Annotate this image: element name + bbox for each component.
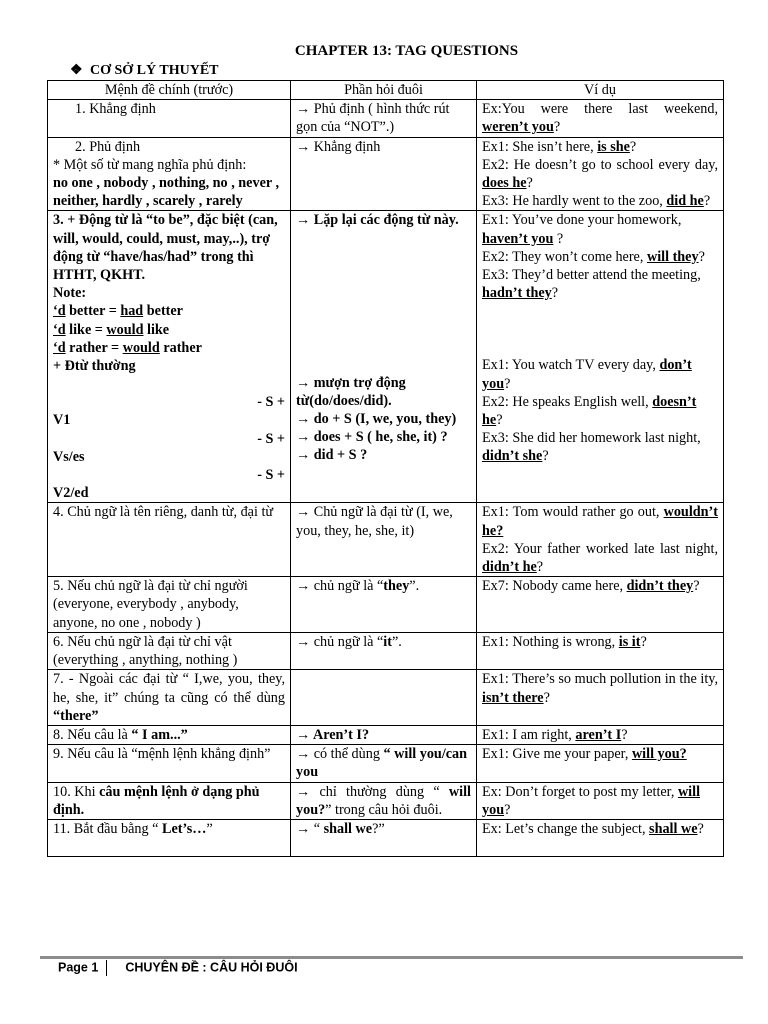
table-row xyxy=(48,670,724,726)
tag-cell: → Chủ ngữ là đại từ (I, we, you, they, he, she, it) xyxy=(291,503,477,577)
rule-cell: 8. Nếu câu là “ I am...” xyxy=(48,725,291,744)
tag-cell: → có thể dùng “ will you/can you xyxy=(291,745,477,782)
example-cell: Ex1: I am right, aren’t I? xyxy=(477,725,724,744)
chapter-title: CHAPTER 13: TAG QUESTIONS xyxy=(294,43,519,59)
table-row xyxy=(48,503,724,577)
table-row xyxy=(48,211,724,503)
example-cell: Ex7: Nobody came here, didn’t they? xyxy=(477,577,724,633)
table-row xyxy=(48,137,724,211)
tag-cell: → Aren’t I? xyxy=(291,725,477,744)
table-row xyxy=(48,100,724,137)
example-cell: Ex: Let’s change the subject, shall we? xyxy=(477,819,724,856)
rule-cell: 1. Khẳng định xyxy=(48,100,291,137)
tag-question-table xyxy=(47,80,724,857)
footer-divider xyxy=(40,956,743,959)
example-cell: Ex: Don’t forget to post my letter, will you? xyxy=(477,782,724,819)
rule-cell: 4. Chủ ngữ là tên riêng, danh từ, đại từ xyxy=(48,503,291,577)
header-example: Ví dụ xyxy=(477,81,724,100)
table-row xyxy=(48,725,724,744)
example-cell: Ex1: Tom would rather go out, wouldn’t he? Ex2: Your father worked late last night, didn’t he? xyxy=(477,503,724,577)
table-row xyxy=(48,819,724,856)
tag-cell: → “ shall we?” xyxy=(291,819,477,856)
table-row xyxy=(48,577,724,633)
footer-topic: CHUYÊN ĐỀ : CÂU HỎI ĐUÔI xyxy=(125,960,298,975)
example-cell: Ex1: Give me your paper, will you? xyxy=(477,745,724,782)
rule-cell: 5. Nếu chủ ngữ là đại từ chỉ người (everyone, everybody , anybody, anyone, no one , nobody ) xyxy=(48,577,291,633)
section-label: CƠ SỞ LÝ THUYẾT xyxy=(90,63,219,78)
header-tag: Phần hỏi đuôi xyxy=(291,81,477,100)
tag-cell xyxy=(291,670,477,726)
table-row xyxy=(48,745,724,782)
footer-separator xyxy=(106,960,107,976)
section-heading xyxy=(70,62,219,79)
tag-cell: → chỉ thường dùng “ will you?” trong câu hỏi đuôi. xyxy=(291,782,477,819)
tag-cell: → chủ ngữ là “they”. xyxy=(291,577,477,633)
header-main-clause: Mệnh đề chính (trước) xyxy=(48,81,291,100)
rule-cell: 10. Khi câu mệnh lệnh ở dạng phủ định. xyxy=(48,782,291,819)
rule-cell: 2. Phủ định * Một số từ mang nghĩa phủ định: no one , nobody , nothing, no , never , neither, hardly , scarely , rarely xyxy=(48,137,291,211)
page-footer xyxy=(58,960,298,976)
table-row xyxy=(48,782,724,819)
tag-cell: → chủ ngữ là “it”. xyxy=(291,632,477,669)
example-cell: Ex1: Nothing is wrong, is it? xyxy=(477,632,724,669)
example-cell: Ex1: There’s so much pollution in the ity, isn’t there? xyxy=(477,670,724,726)
rule-cell: 6. Nếu chủ ngữ là đại từ chỉ vật (everything , anything, nothing ) xyxy=(48,632,291,669)
tag-cell: → Phủ định ( hình thức rút gọn của “NOT”.) xyxy=(291,100,477,137)
rule-cell: 9. Nếu câu là “mệnh lệnh khẳng định” xyxy=(48,745,291,782)
rule-cell: 3. + Động từ là “to be”, đặc biệt (can, will, would, could, must, may,..), trợ động từ “have/has/had” trong thì HTHT, QKHT. Note: ‘d better = had better ‘d like = would like ‘d rather = would rather + Đtừ thường - S + V1 - S + Vs/es - S + V2/ed xyxy=(48,211,291,503)
table-row xyxy=(48,632,724,669)
example-cell: Ex:You were there last weekend, weren’t you? xyxy=(477,100,724,137)
diamond-bullet-icon: ❖ xyxy=(70,63,83,78)
page-number: Page 1 xyxy=(58,960,99,975)
table-header-row xyxy=(48,81,724,100)
example-cell: Ex1: She isn’t here, is she? Ex2: He doesn’t go to school every day, does he? Ex3: He hardly went to the zoo, did he? xyxy=(477,137,724,211)
example-cell: Ex1: You’ve done your homework, haven’t you ? Ex2: They won’t come here, will they? Ex3: They’d better attend the meeting, hadn’t they? Ex1: You watch TV every day, don’t you? Ex2: He speaks English well, doesn’t he? Ex3: She did her homework last night, didn’t she? xyxy=(477,211,724,503)
tag-cell: → Khẳng định xyxy=(291,137,477,211)
rule-cell: 7. - Ngoài các đại từ “ I,we, you, they, he, she, it” chúng ta cũng có thể dùng “there” xyxy=(48,670,291,726)
tag-cell: → Lặp lại các động từ này. → mượn trợ động từ(do/does/did). → do + S (I, we, you, they) → does + S ( he, she, it) ? → did + S ? xyxy=(291,211,477,503)
rule-cell: 11. Bắt đầu bằng “ Let’s…” xyxy=(48,819,291,856)
